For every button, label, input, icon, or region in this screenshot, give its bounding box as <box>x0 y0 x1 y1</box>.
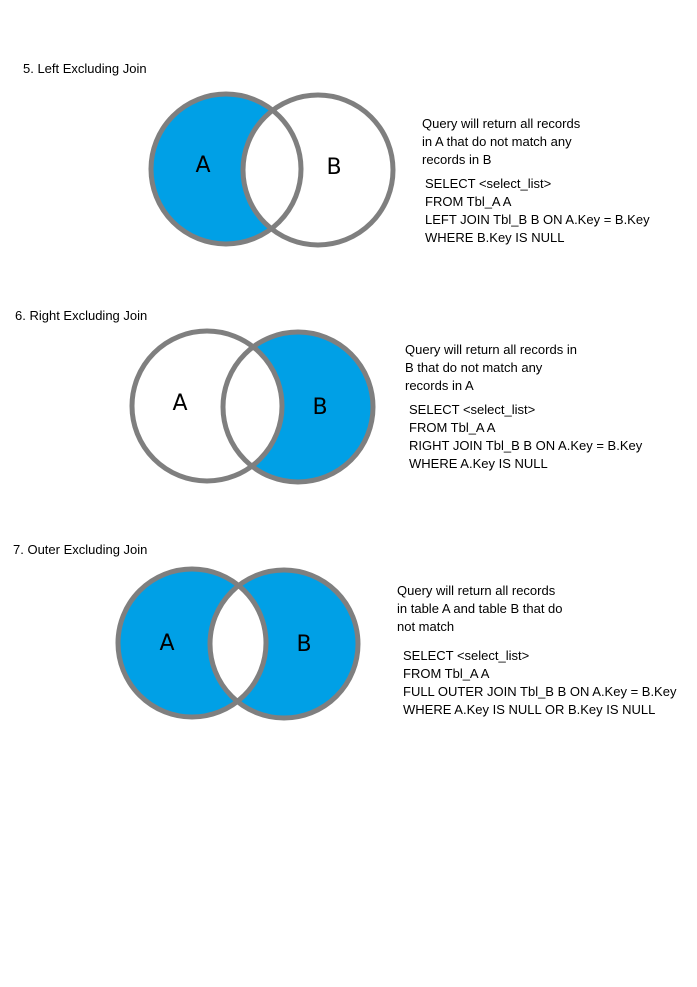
sql-line: SELECT <select_list> <box>425 176 552 191</box>
circle-a-label: A <box>159 631 175 656</box>
section-title: 5. Left Excluding Join <box>23 61 147 76</box>
description-line: Query will return all records <box>397 583 556 598</box>
sql-line: FROM Tbl_A A <box>403 666 490 681</box>
sql-line: FROM Tbl_A A <box>409 420 496 435</box>
sql-line: SELECT <select_list> <box>409 402 536 417</box>
description-line: records in B <box>422 152 492 167</box>
description-line: Query will return all records in <box>405 342 577 357</box>
sql-line: FROM Tbl_A A <box>425 194 512 209</box>
sql-line: FULL OUTER JOIN Tbl_B B ON A.Key = B.Key <box>403 684 677 699</box>
description-line: B that do not match any <box>405 360 543 375</box>
section-title: 7. Outer Excluding Join <box>13 542 148 557</box>
description-line: in table A and table B that do <box>397 601 563 616</box>
description-line: Query will return all records <box>422 116 581 131</box>
sql-line: RIGHT JOIN Tbl_B B ON A.Key = B.Key <box>409 438 643 453</box>
circle-b-label: B <box>312 395 328 420</box>
description-line: not match <box>397 619 455 634</box>
sql-line: LEFT JOIN Tbl_B B ON A.Key = B.Key <box>425 212 650 227</box>
circle-a-label: A <box>172 391 188 416</box>
circle-b-label: B <box>326 155 342 180</box>
section-title: 6. Right Excluding Join <box>15 308 148 323</box>
circle-a-label: A <box>195 153 211 178</box>
description <box>397 582 563 636</box>
circle-b-label: B <box>296 632 312 657</box>
description-line: in A that do not match any <box>422 134 572 149</box>
sql-line: WHERE A.Key IS NULL OR B.Key IS NULL <box>403 702 656 717</box>
sql-line: WHERE A.Key IS NULL <box>409 456 548 471</box>
sql-query <box>403 647 676 719</box>
sql-line: WHERE B.Key IS NULL <box>425 230 565 245</box>
sql-line: SELECT <select_list> <box>403 648 530 663</box>
description-line: records in A <box>405 378 474 393</box>
venn-diagram-outer-excluding <box>108 558 368 728</box>
